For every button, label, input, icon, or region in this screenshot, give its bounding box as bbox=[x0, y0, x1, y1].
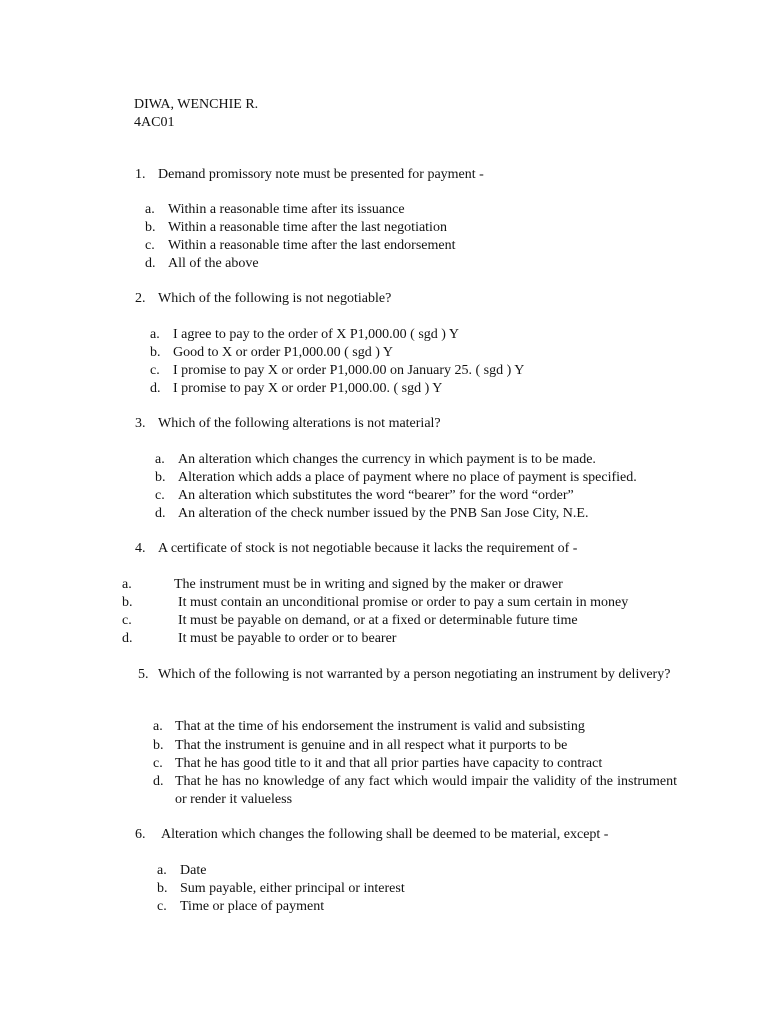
student-name: DIWA, WENCHIE R. bbox=[134, 97, 259, 112]
student-section: 4AC01 bbox=[134, 115, 175, 130]
option-letter: d. bbox=[153, 774, 164, 789]
option-letter: b. bbox=[122, 595, 133, 610]
option-letter: c. bbox=[150, 363, 160, 378]
option-text: That he has no knowledge of any fact which would impair the validity of the instrument or render it valueless bbox=[175, 774, 677, 807]
option-letter: c. bbox=[155, 488, 165, 503]
option-text: All of the above bbox=[168, 256, 259, 271]
option-letter: c. bbox=[157, 899, 167, 914]
option-text: I promise to pay X or order P1,000.00. ( sgd ) Y bbox=[173, 381, 443, 396]
option-text: That he has good title to it and that all prior parties have capacity to contract bbox=[175, 756, 603, 771]
option-text: An alteration of the check number issued by the PNB San Jose City, N.E. bbox=[178, 506, 589, 521]
option-letter: a. bbox=[155, 452, 165, 467]
option-letter: c. bbox=[122, 613, 132, 628]
option-text: Within a reasonable time after the last negotiation bbox=[168, 220, 447, 235]
option-text: Alteration which adds a place of payment where no place of payment is specified. bbox=[178, 470, 637, 485]
option-text: That at the time of his endorsement the instrument is valid and subsisting bbox=[175, 719, 585, 734]
question-number: 1. bbox=[135, 167, 146, 182]
option-letter: a. bbox=[153, 719, 163, 734]
question-number: 4. bbox=[135, 541, 146, 556]
option-letter: c. bbox=[153, 756, 163, 771]
option-letter: b. bbox=[153, 738, 164, 753]
option-text: I promise to pay X or order P1,000.00 on January 25. ( sgd ) Y bbox=[173, 363, 525, 378]
option-letter: a. bbox=[145, 202, 155, 217]
option-letter: d. bbox=[150, 381, 161, 396]
option-letter: d. bbox=[155, 506, 166, 521]
option-text: Good to X or order P1,000.00 ( sgd ) Y bbox=[173, 345, 393, 360]
option-text: It must contain an unconditional promise or order to pay a sum certain in money bbox=[178, 595, 629, 610]
question-number: 3. bbox=[135, 416, 146, 431]
option-letter: b. bbox=[157, 881, 168, 896]
option-text: The instrument must be in writing and signed by the maker or drawer bbox=[174, 577, 563, 592]
option-text: That the instrument is genuine and in all respect what it purports to be bbox=[175, 738, 568, 753]
option-letter: a. bbox=[157, 863, 167, 878]
option-text: Date bbox=[180, 863, 207, 878]
question-number: 6. bbox=[135, 827, 146, 842]
option-letter: c. bbox=[145, 238, 155, 253]
option-letter: a. bbox=[150, 327, 160, 342]
option-text: An alteration which substitutes the word “bearer” for the word “order” bbox=[178, 488, 574, 503]
question-text: A certificate of stock is not negotiable because it lacks the requirement of - bbox=[158, 541, 578, 556]
option-text: An alteration which changes the currency in which payment is to be made. bbox=[178, 452, 596, 467]
question-number: 5. bbox=[138, 667, 149, 682]
option-text: It must be payable on demand, or at a fixed or determinable future time bbox=[178, 613, 578, 628]
option-text: Time or place of payment bbox=[180, 899, 325, 914]
question-text: Alteration which changes the following shall be deemed to be material, except - bbox=[161, 827, 609, 842]
question-text: Demand promissory note must be presented for payment - bbox=[158, 167, 484, 182]
option-letter: b. bbox=[145, 220, 156, 235]
option-text: Within a reasonable time after its issuance bbox=[168, 202, 405, 217]
option-letter: d. bbox=[145, 256, 156, 271]
option-text: Within a reasonable time after the last endorsement bbox=[168, 238, 456, 253]
option-text: Sum payable, either principal or interest bbox=[180, 881, 405, 896]
question-text: Which of the following alterations is not material? bbox=[158, 416, 441, 431]
option-letter: b. bbox=[155, 470, 166, 485]
option-letter: b. bbox=[150, 345, 161, 360]
question-number: 2. bbox=[135, 291, 146, 306]
option-letter: a. bbox=[122, 577, 132, 592]
question-text: Which of the following is not negotiable? bbox=[158, 291, 392, 306]
option-letter: d. bbox=[122, 631, 133, 646]
option-text: It must be payable to order or to bearer bbox=[178, 631, 397, 646]
option-text: I agree to pay to the order of X P1,000.00 ( sgd ) Y bbox=[173, 327, 460, 342]
question-text: Which of the following is not warranted by a person negotiating an instrument by delivery? bbox=[158, 667, 671, 682]
